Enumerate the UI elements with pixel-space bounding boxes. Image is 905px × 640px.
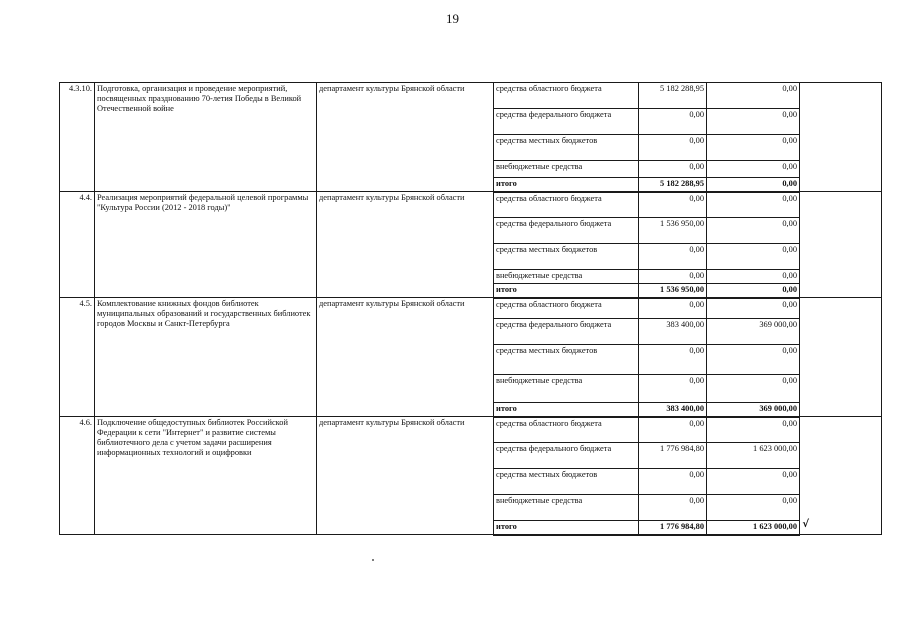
item-name: Подключение общедоступных библиотек Российской Федерации к сети "Интернет" и развитие системы библиотечного дела с учетом задачи расширения информационных технологий и оцифровки [95, 417, 317, 535]
total-amount-2: 1 623 000,00 [753, 522, 797, 531]
amount-1: 0,00 [639, 375, 707, 403]
total-amount-2-cell [707, 519, 809, 535]
amount-2: 0,00 [707, 83, 800, 109]
amount-2: 0,00 [707, 244, 800, 270]
item-code: 4.6. [60, 417, 95, 535]
item-name: Подготовка, организация и проведение мероприятий, посвященных празднованию 70-летия Победы в Великой Отечественной войне [95, 83, 317, 192]
source-label: средства федерального бюджета [494, 218, 639, 244]
total-amount-2: 0,00 [707, 178, 800, 192]
amount-1: 0,00 [639, 192, 707, 218]
source-label: внебюджетные средства [494, 270, 639, 284]
amount-1: 0,00 [639, 298, 707, 319]
amount-1: 0,00 [639, 135, 707, 161]
amount-1: 0,00 [639, 417, 707, 443]
item-executor: департамент культуры Брянской области [317, 298, 494, 417]
item-executor: департамент культуры Брянской области [317, 417, 494, 535]
table-row [60, 298, 882, 319]
source-label: средства местных бюджетов [494, 345, 639, 375]
source-label: средства федерального бюджета [494, 109, 639, 135]
source-label: средства областного бюджета [494, 298, 639, 319]
total-amount-1: 383 400,00 [639, 403, 707, 417]
check-mark-icon: √ [802, 519, 809, 530]
amount-1: 383 400,00 [639, 319, 707, 345]
item-name: Реализация мероприятий федеральной целевой программы "Культура России (2012 - 2018 годы)" [95, 192, 317, 298]
amount-2: 0,00 [707, 218, 800, 244]
amount-1: 1 776 984,80 [639, 443, 707, 469]
source-label: средства местных бюджетов [494, 135, 639, 161]
amount-2: 0,00 [707, 345, 800, 375]
amount-2: 0,00 [707, 495, 800, 521]
source-label: средства областного бюджета [494, 192, 639, 218]
total-label: итого [494, 284, 639, 298]
amount-2: 0,00 [707, 135, 800, 161]
item-code: 4.3.10. [60, 83, 95, 192]
amount-1: 0,00 [639, 109, 707, 135]
amount-1: 5 182 288,95 [639, 83, 707, 109]
page-number: 19 [446, 11, 459, 26]
amount-2: 0,00 [707, 109, 800, 135]
empty-cell [800, 83, 882, 192]
amount-1: 0,00 [639, 345, 707, 375]
total-label: итого [494, 403, 639, 417]
table-row [60, 192, 882, 218]
amount-2: 0,00 [707, 298, 800, 319]
source-label: средства местных бюджетов [494, 244, 639, 270]
total-amount-1: 1 776 984,80 [639, 521, 707, 535]
empty-cell [800, 417, 882, 535]
amount-2: 0,00 [707, 469, 800, 495]
source-label: внебюджетные средства [494, 161, 639, 178]
amount-1: 0,00 [639, 495, 707, 521]
amount-2: 1 623 000,00 [707, 443, 800, 469]
amount-2: 0,00 [707, 161, 800, 178]
total-label: итого [494, 521, 639, 535]
item-executor: департамент культуры Брянской области [317, 83, 494, 192]
scan-speck [372, 559, 374, 561]
source-label: средства федерального бюджета [494, 443, 639, 469]
amount-2: 0,00 [707, 270, 800, 284]
source-label: средства местных бюджетов [494, 469, 639, 495]
empty-cell [800, 298, 882, 417]
amount-1: 0,00 [639, 469, 707, 495]
total-amount-2: 0,00 [707, 284, 800, 298]
item-code: 4.5. [60, 298, 95, 417]
total-label: итого [494, 178, 639, 192]
amount-1: 1 536 950,00 [639, 218, 707, 244]
table-row [60, 83, 882, 109]
amount-2: 0,00 [707, 375, 800, 403]
amount-1: 0,00 [639, 161, 707, 178]
total-amount-2: 369 000,00 [707, 403, 800, 417]
amount-2: 0,00 [707, 417, 800, 443]
source-label: внебюджетные средства [494, 495, 639, 521]
source-label: внебюджетные средства [494, 375, 639, 403]
amount-2: 369 000,00 [707, 319, 800, 345]
source-label: средства федерального бюджета [494, 319, 639, 345]
amount-2: 0,00 [707, 192, 800, 218]
budget-table [59, 82, 882, 536]
amount-1: 0,00 [639, 270, 707, 284]
item-code: 4.4. [60, 192, 95, 298]
table-row [60, 417, 882, 443]
item-executor: департамент культуры Брянской области [317, 192, 494, 298]
amount-1: 0,00 [639, 244, 707, 270]
empty-cell [800, 192, 882, 298]
total-amount-1: 1 536 950,00 [639, 284, 707, 298]
source-label: средства областного бюджета [494, 83, 639, 109]
total-amount-1: 5 182 288,95 [639, 178, 707, 192]
item-name: Комплектование книжных фондов библиотек муниципальных образований и государственных библиотек городов Москвы и Санкт-Петербурга [95, 298, 317, 417]
source-label: средства областного бюджета [494, 417, 639, 443]
